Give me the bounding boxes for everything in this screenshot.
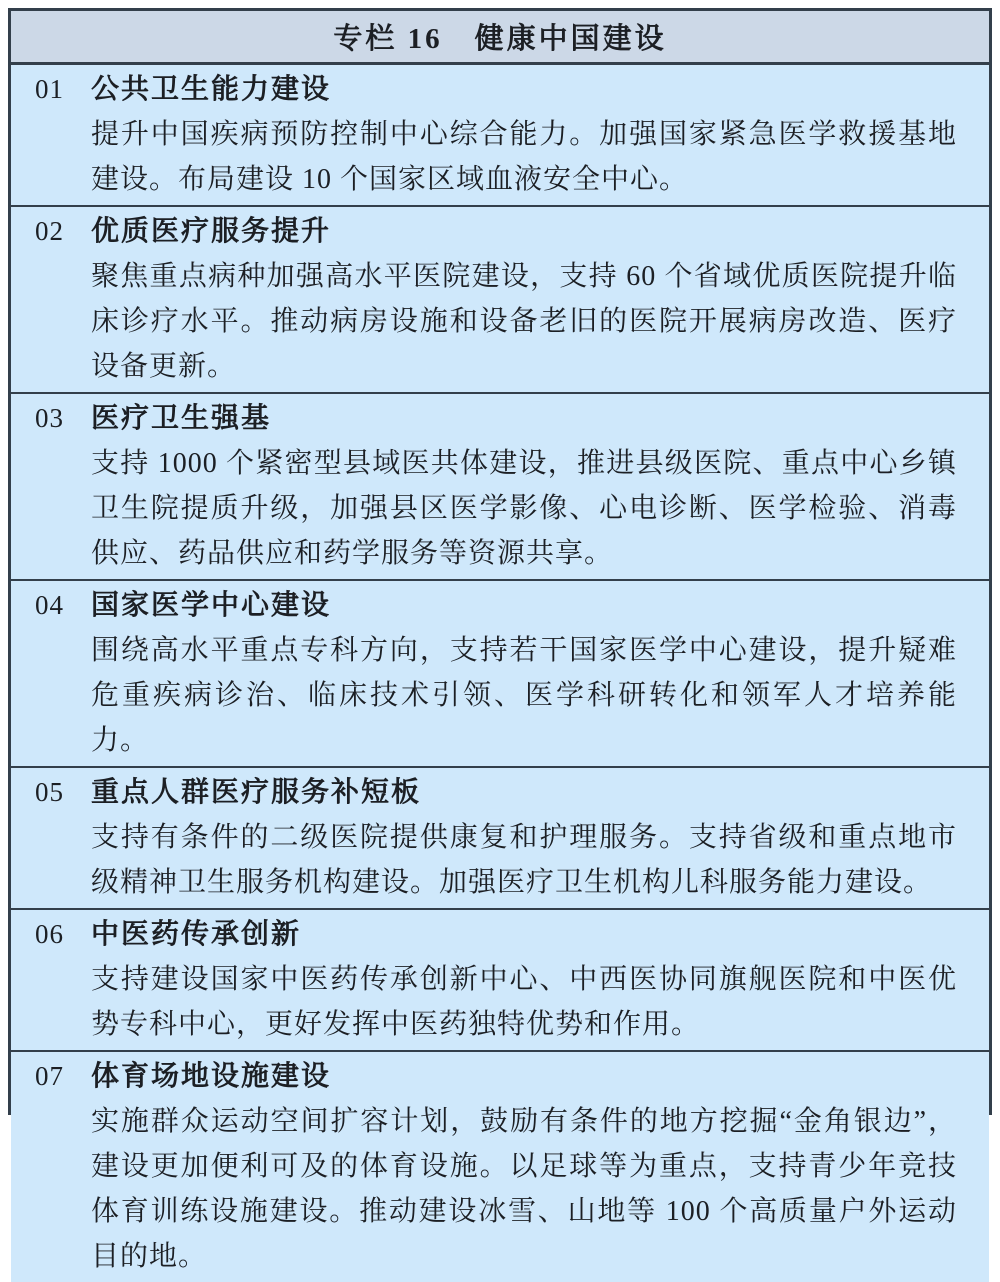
item-number: 06 bbox=[35, 919, 64, 949]
item-number: 07 bbox=[35, 1061, 64, 1091]
item-head bbox=[35, 396, 957, 441]
panel-item-07 bbox=[11, 1050, 989, 1282]
panel-item-03 bbox=[11, 392, 989, 579]
item-body: 支持有条件的二级医院提供康复和护理服务。支持省级和重点地市级精神卫生服务机构建设。加强医疗卫生机构儿科服务能力建设。 bbox=[91, 822, 957, 898]
panel-item-01 bbox=[11, 62, 989, 205]
item-head bbox=[35, 912, 957, 957]
item-number: 03 bbox=[35, 403, 64, 433]
panel-item-04 bbox=[11, 579, 989, 766]
item-heading: 国家医学中心建设 bbox=[91, 590, 332, 621]
item-body: 支持 1000 个紧密型县域医共体建设，推进县级医院、重点中心乡镇卫生院提质升级，加强县区医学影像、心电诊断、医学检验、消毒供应、药品供应和药学服务等资源共享。 bbox=[91, 448, 957, 569]
item-body: 聚焦重点病种加强高水平医院建设，支持 60 个省域优质医院提升临床诊疗水平。推动病房设施和设备老旧的医院开展病房改造、医疗设备更新。 bbox=[91, 261, 957, 382]
panel-body bbox=[11, 62, 989, 1282]
item-number: 04 bbox=[35, 590, 64, 620]
item-heading: 医疗卫生强基 bbox=[91, 403, 272, 434]
item-head bbox=[35, 1054, 957, 1099]
item-body: 实施群众运动空间扩容计划，鼓励有条件的地方挖掘“金角银边”，建设更加便利可及的体育设施。以足球等为重点，支持青少年竞技体育训练设施建设。推动建设冰雪、山地等 100 个高质量户外运动目的地。 bbox=[91, 1106, 957, 1272]
policy-panel bbox=[8, 8, 992, 1272]
item-head bbox=[35, 67, 957, 112]
item-heading: 公共卫生能力建设 bbox=[91, 74, 332, 105]
item-heading: 体育场地设施建设 bbox=[91, 1061, 332, 1092]
panel-title: 专栏 16 健康中国建设 bbox=[333, 23, 667, 55]
item-number: 05 bbox=[35, 777, 64, 807]
panel-item-06 bbox=[11, 908, 989, 1050]
item-number: 02 bbox=[35, 216, 64, 246]
item-head bbox=[35, 770, 957, 815]
item-body: 围绕高水平重点专科方向，支持若干国家医学中心建设，提升疑难危重疾病诊治、临床技术引领、医学科研转化和领军人才培养能力。 bbox=[91, 635, 957, 756]
item-head bbox=[35, 583, 957, 628]
item-body: 支持建设国家中医药传承创新中心、中西医协同旗舰医院和中医优势专科中心，更好发挥中医药独特优势和作用。 bbox=[91, 964, 957, 1040]
item-number: 01 bbox=[35, 74, 64, 104]
panel-item-05 bbox=[11, 766, 989, 908]
item-heading: 重点人群医疗服务补短板 bbox=[91, 777, 422, 808]
panel-title-bar bbox=[11, 11, 989, 62]
item-heading: 中医药传承创新 bbox=[91, 919, 302, 950]
panel-item-02 bbox=[11, 205, 989, 392]
item-head bbox=[35, 209, 957, 254]
item-heading: 优质医疗服务提升 bbox=[91, 216, 332, 247]
item-body: 提升中国疾病预防控制中心综合能力。加强国家紧急医学救援基地建设。布局建设 10 个国家区域血液安全中心。 bbox=[91, 119, 957, 195]
